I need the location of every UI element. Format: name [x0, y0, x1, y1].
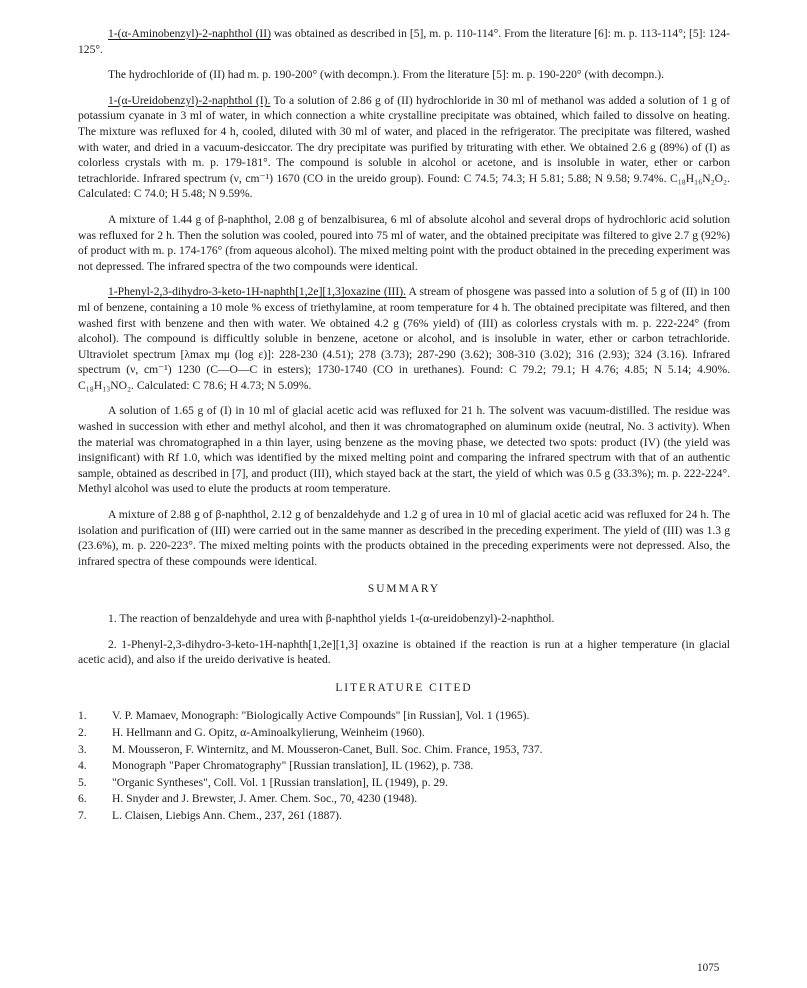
experimental-section	[78, 26, 730, 569]
summary-heading: SUMMARY	[367, 583, 441, 596]
reference-number: 5.	[78, 775, 87, 789]
compound-heading: 1-(α-Aminobenzyl)-2-naphthol (II)	[108, 27, 271, 40]
paragraph-hydrochloride	[78, 67, 730, 83]
reference-number: 4.	[78, 759, 87, 773]
paragraph-text: A solution of 1.65 g of (I) in 10 ml of glacial acetic acid was refluxed for 21 h. The solvent was vacuum-distilled. The residue was washed in succession with ether and methyl alcohol, and then it was chromatographed on aluminum oxide (neutral, No. 3 activity). When the material was chromatographed in a thin layer, using benzene as the moving phase, we detected two spots: product (IV) (the yield was insignificant) with Rf 1.0, which was identified by the mixed melting point and comparing the infrared spectrum with that of an authentic sample, obtained as described in [7], and product (III), which stayed back at the start, the yield of which was 0.5 g (33.3%); m. p. 222-224°. Methyl alcohol was used to elute the products at room temperature.	[78, 404, 730, 496]
paragraph-text: The hydrochloride of (II) had m. p. 190-200° (with decompn.). From the literature [5]: m. p. 190-220° (with decompn.).	[108, 68, 664, 82]
paragraph-text: To a solution of 2.86 g of (II) hydrochloride in 30 ml of methanol was added a solution of 1 g of potassium cyanate in 3 ml of water, in which connection a white crystalline precipitate was obtained, which failed to dissolve on heating. The mixture was refluxed for 4 h, cooled, diluted with 30 ml of water, and placed in the refrigerator. The precipitate was filtered, washed with water, and dried in a vacuum-desiccator. The dry precipitate was purified by triturating with ether. We obtained 2.6 g (89%) of (I) as colorless crystals with m. p. 179-181°. The compound is soluble in alcohol or acetone, and is insoluble in water, ether or carbon tetrachloride. Infrared spectrum (ν, cm⁻¹) 1670 (CO in the ureido group). Found: C 74.5; 74.3; H 5.81; 5.88; N 9.58; 9.74%. C₁₈H₁₆N₂O₂. Calculated: C 74.0; H 5.48; N 9.59%.	[78, 93, 730, 201]
compound-heading: 1-(α-Ureidobenzyl)-2-naphthol (I).	[108, 93, 271, 107]
summary-list	[78, 611, 730, 668]
reference-text: "Organic Syntheses", Coll. Vol. 1 [Russian translation], IL (1949), p. 29.	[112, 775, 448, 789]
reference-text: H. Hellmann and G. Opitz, α-Aminoalkylierung, Weinheim (1960).	[112, 725, 425, 739]
summary-item: 1. The reaction of benzaldehyde and urea with β-naphthol yields 1-(α-ureidobenzyl)-2-naphthol.	[108, 612, 555, 625]
reference-item	[78, 776, 730, 791]
literature-heading: LITERATURE CITED	[335, 681, 473, 694]
paragraph-aminobenzyl	[78, 26, 730, 57]
paragraph-oxazine	[78, 284, 730, 393]
reference-text: M. Mousseron, F. Winternitz, and M. Mousseron-Canet, Bull. Soc. Chim. France, 1953, 737.	[112, 742, 543, 756]
paragraph-text: A mixture of 1.44 g of β-naphthol, 2.08 g of benzalbisurea, 6 ml of absolute alcohol and several drops of hydrochloric acid solution was refluxed for 2 h. Then the solution was cooled, poured into 75 ml of water, and the obtained precipitate was filtered to give 2.7 g (92%) of product with m. p. 174-176° (from aqueous alcohol). The mixed melting point with the product obtained in the preceding experiment was not depressed. The infrared spectra of the two compounds were identical.	[78, 212, 730, 273]
paper-page	[78, 26, 730, 826]
paragraph-text: A mixture of 2.88 g of β-naphthol, 2.12 g of benzaldehyde and 1.2 g of urea in 10 ml of glacial acetic acid was refluxed for 24 h. The isolation and purification of (III) were carried out in the same manner as described in the preceding experiment. The yield of (III) was 1.3 g (23.6%), m. p. 220-223°. The mixed melting points with the products obtained in the preceding experiments were not depressed. Also, the infrared spectra of these compounds were identical.	[78, 508, 730, 568]
reference-list	[78, 709, 730, 823]
reference-number: 7.	[78, 808, 87, 822]
paragraph-benzalbisurea	[78, 212, 730, 274]
paragraph-ureidobenzyl	[78, 93, 730, 202]
reference-number: 1.	[78, 709, 87, 723]
paragraph-urea-mixture	[78, 507, 730, 569]
compound-heading: 1-Phenyl-2,3-dihydro-3-keto-1H-naphth[1,2e][1,3]oxazine (III).	[108, 285, 407, 299]
reference-item	[78, 726, 730, 741]
paragraph-text: A stream of phosgene was passed into a solution of 5 g of (II) in 100 ml of benzene, containing a 10 mole % excess of triethylamine, at room temperature for 4 h. The obtained precipitate was filtered, and then washed first with benzene and then with water. We obtained 4.2 g (76% yield) of (III) as colorless crystals with m. p. 222-224° (from alcohol). The compound is difficultly soluble in benzene, acetone or alcohol, and is insoluble in water, ether or carbon tetrachloride. Ultraviolet spectrum [λmax mμ (log ε)]: 228-230 (4.51); 278 (3.73); 287-290 (3.62); 308-310 (3.02); 316 (2.93); 324 (3.16). Infrared spectrum (ν, cm⁻¹) 1230 (C—O—C in esters); 1730-1740 (CO in urethanes). Found: C 79.2; 79.1; H 4.76; 4.85; N 5.14; 4.90%. C₁₈H₁₃NO₂. Calculated: C 78.6; H 4.73; N 5.09%.	[78, 285, 731, 392]
reference-text: V. P. Mamaev, Monograph: "Biologically Active Compounds" [in Russian], Vol. 1 (1965).	[112, 709, 530, 723]
reference-item	[78, 759, 730, 774]
reference-number: 6.	[78, 792, 87, 806]
reference-item	[78, 809, 730, 824]
reference-item	[78, 792, 730, 807]
reference-text: L. Claisen, Liebigs Ann. Chem., 237, 261 (1887).	[112, 808, 342, 822]
page-number: 1075	[697, 962, 720, 974]
reference-item	[78, 709, 730, 724]
reference-number: 3.	[78, 742, 87, 756]
reference-text: H. Snyder and J. Brewster, J. Amer. Chem. Soc., 70, 4230 (1948).	[112, 792, 418, 806]
reference-text: Monograph "Paper Chromatography" [Russian translation], IL (1962), p. 738.	[112, 759, 474, 773]
summary-item: 2. 1-Phenyl-2,3-dihydro-3-keto-1H-naphth[1,2e][1,3] oxazine is obtained if the reaction is run at a higher temperature (in glacial acetic acid), and also if the ureido derivative is heated.	[78, 637, 730, 667]
reference-item	[78, 743, 730, 758]
paragraph-text: was obtained as described in [5], m. p. 110-114°. From the literature [6]: m. p. 113-114°; [5]: 124-125°.	[78, 27, 730, 56]
paragraph-acetic-reflux	[78, 403, 730, 497]
reference-number: 2.	[78, 725, 87, 739]
